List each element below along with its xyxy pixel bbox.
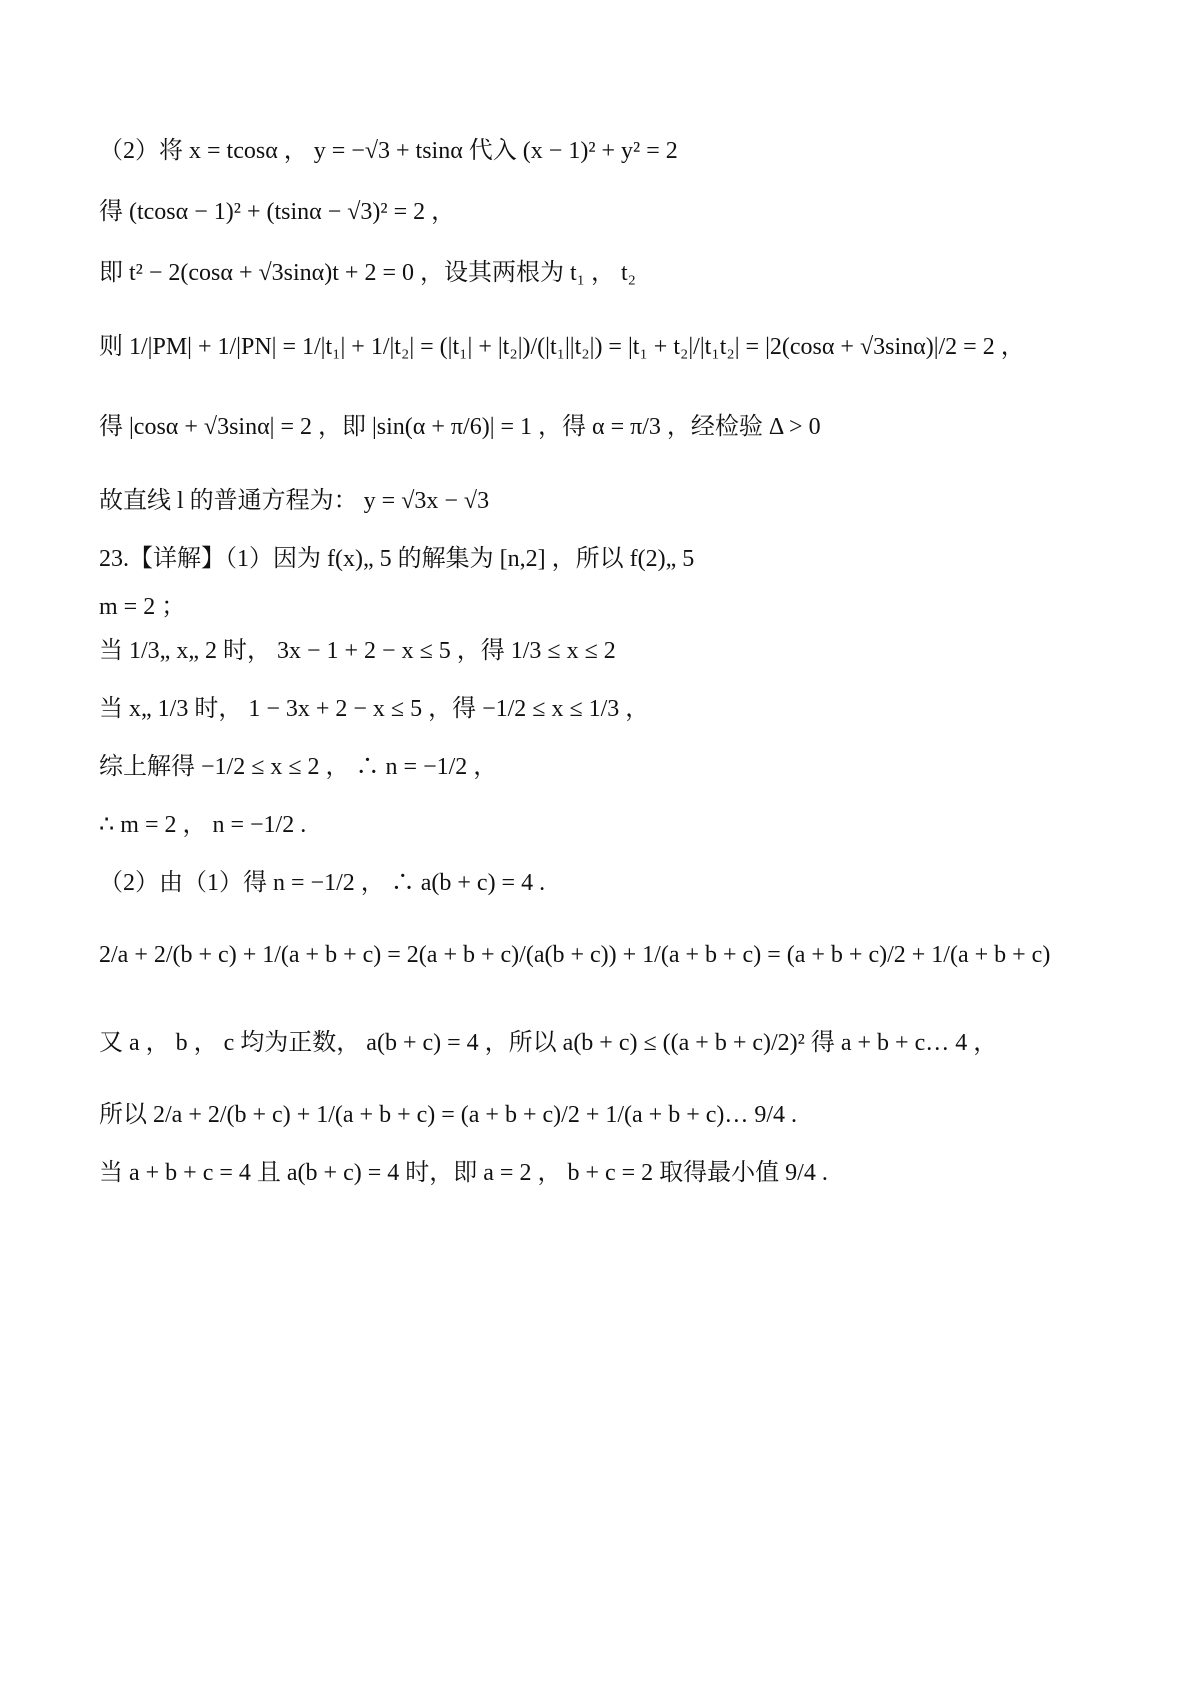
line-15: 又 a ， b ， c 均为正数， a(b + c) = 4 ，所以 a(b + c) ≤ ((a + b + c)/2)² 得 a + b + c… 4 ， xyxy=(99,1030,998,1056)
line-9: 当 1/3„ x„ 2 时， 3x − 1 + 2 − x ≤ 5 ，得 1/3 ≤ x ≤ 2 xyxy=(99,638,616,664)
line-17: 当 a + b + c = 4 且 a(b + c) = 4 时，即 a = 2 ， b + c = 2 取得最小值 9/4 . xyxy=(99,1160,828,1186)
line-10: 当 x„ 1/3 时， 1 − 3x + 2 − x ≤ 5 ，得 −1/2 ≤ x ≤ 1/3 ， xyxy=(99,696,650,722)
line-8: m = 2 ； xyxy=(99,594,186,620)
line-14: 2/a + 2/(b + c) + 1/(a + b + c) = 2(a + b + c)/(a(b + c)) + 1/(a + b + c) = (a + b + c)/2 + 1/(a + b + c) xyxy=(99,942,1051,968)
line-2: 得 (tcosα − 1)² + (tsinα − √3)² = 2 ， xyxy=(99,199,456,225)
line-3: 即 t² − 2(cosα + √3sinα)t + 2 = 0 ，设其两根为 t₁ ， t₂ xyxy=(99,260,637,286)
line-4: 则 1/|PM| + 1/|PN| = 1/|t₁| + 1/|t₂| = (|t₁| + |t₂|)/(|t₁||t₂|) = |t₁ + t₂|/|t₁t₂| = |2(cosα + √3sinα)|/2 = 2 ， xyxy=(99,334,1025,360)
line-13: （2）由（1）得 n = −1/2 ， ∴ a(b + c) = 4 . xyxy=(99,870,546,896)
line-12: ∴ m = 2 ， n = −1/2 . xyxy=(99,812,307,838)
line-11: 综上解得 −1/2 ≤ x ≤ 2 ， ∴ n = −1/2 ， xyxy=(99,754,498,780)
line-7: 23.【详解】（1）因为 f(x)„ 5 的解集为 [n,2] ，所以 f(2)„ 5 xyxy=(99,546,695,572)
line-5: 得 |cosα + √3sinα| = 2 ，即 |sin(α + π/6)| = 1 ，得 α = π/3 ，经检验 Δ > 0 xyxy=(99,414,821,440)
line-1: （2）将 x = tcosα ， y = −√3 + tsinα 代入 (x − 1)² + y² = 2 xyxy=(99,138,678,164)
line-16: 所以 2/a + 2/(b + c) + 1/(a + b + c) = (a + b + c)/2 + 1/(a + b + c)… 9/4 . xyxy=(99,1102,798,1128)
line-6: 故直线 l 的普通方程为： y = √3x − √3 xyxy=(99,488,490,514)
